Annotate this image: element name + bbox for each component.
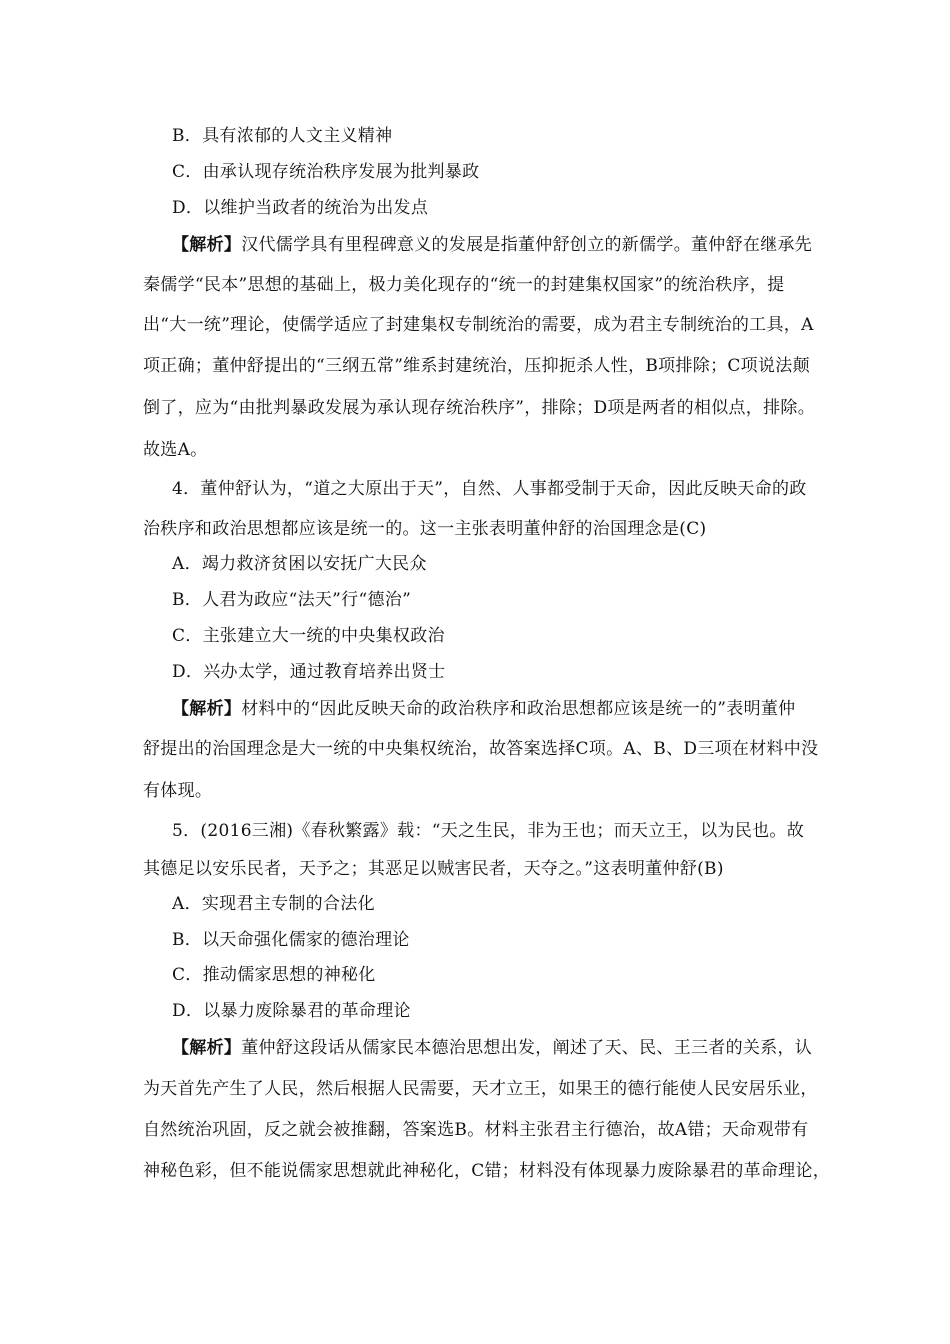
q3-analysis-line-4: 项正确；董仲舒提出的“三纲五常”维系封建统治，压抑扼杀人性，B项排除；C项说法颠 (143, 356, 810, 376)
analysis-label: 【解析】 (172, 699, 242, 719)
q5-stem-line-1: 5．(2016三湘)《春秋繁露》载：“天之生民，非为王也；而天立王，以为民也。故 (172, 821, 805, 841)
q4-option-d: D．兴办太学，通过教育培养出贤士 (172, 662, 446, 682)
q3-option-b: B．具有浓郁的人文主义精神 (172, 126, 393, 146)
q5-analysis-line-3: 自然统治巩固，反之就会被推翻，答案选B。材料主张君主行德治，故A错；天命观带有 (143, 1120, 809, 1140)
q4-analysis-line-2: 舒提出的治国理念是大一统的中央集权统治，故答案选择C项。A、B、D三项在材料中没 (143, 739, 819, 759)
q4-option-a: A．竭力救济贫困以安抚广大民众 (172, 554, 427, 574)
q5-option-d: D．以暴力废除暴君的革命理论 (172, 1001, 411, 1021)
analysis-label: 【解析】 (172, 1038, 242, 1058)
q5-analysis-line-1: 【解析】董仲舒这段话从儒家民本德治思想出发，阐述了天、民、王三者的关系，认 (172, 1038, 813, 1058)
q3-option-d: D．以维护当政者的统治为出发点 (172, 198, 429, 218)
q4-stem-line-1: 4．董仲舒认为，“道之大原出于天”，自然、人事都受制于天命，因此反映天命的政 (172, 479, 807, 499)
q4-stem-line-2: 治秩序和政治思想都应该是统一的。这一主张表明董仲舒的治国理念是(C) (143, 519, 707, 539)
q3-analysis-line-6: 故选A。 (143, 440, 208, 460)
q5-option-a: A．实现君主专制的合法化 (172, 894, 375, 914)
q3-analysis-line-5: 倒了，应为“由批判暴政发展为承认现存统治秩序”，排除；D项是两者的相似点，排除。 (143, 398, 816, 418)
q3-analysis-line-1: 【解析】汉代儒学具有里程碑意义的发展是指董仲舒创立的新儒学。董仲舒在继承先 (172, 235, 813, 255)
q5-analysis-line-2: 为天首先产生了人民，然后根据人民需要，天才立王，如果王的德行能使人民安居乐业， (143, 1079, 818, 1099)
q3-analysis-line-2: 秦儒学“民本”思想的基础上，极力美化现存的“统一的封建集权国家”的统治秩序，提 (143, 275, 785, 295)
q5-analysis-line-4: 神秘色彩，但不能说儒家思想就此神秘化，C错；材料没有体现暴力废除暴君的革命理论， (143, 1161, 831, 1181)
q5-option-b: B．以天命强化儒家的德治理论 (172, 930, 410, 950)
q5-stem-line-2: 其德足以安乐民者，天予之；其恶足以贼害民者，天夺之。”这表明董仲舒(B) (143, 859, 724, 879)
q5-option-c: C．推动儒家思想的神秘化 (172, 965, 376, 985)
q4-analysis-line-3: 有体现。 (143, 781, 213, 801)
q4-option-b: B．人君为政应“法天”行“德治” (172, 590, 412, 610)
analysis-label: 【解析】 (172, 235, 242, 255)
q4-analysis-line-1: 【解析】材料中的“因此反映天命的政治秩序和政治思想都应该是统一的”表明董仲 (172, 699, 796, 719)
q3-option-c: C．由承认现存统治秩序发展为批判暴政 (172, 162, 480, 182)
q4-option-c: C．主张建立大一统的中央集权政治 (172, 626, 445, 646)
q3-analysis-line-3: 出“大一统”理论，使儒学适应了封建集权专制统治的需要，成为君主专制统治的工具，A (143, 315, 814, 335)
